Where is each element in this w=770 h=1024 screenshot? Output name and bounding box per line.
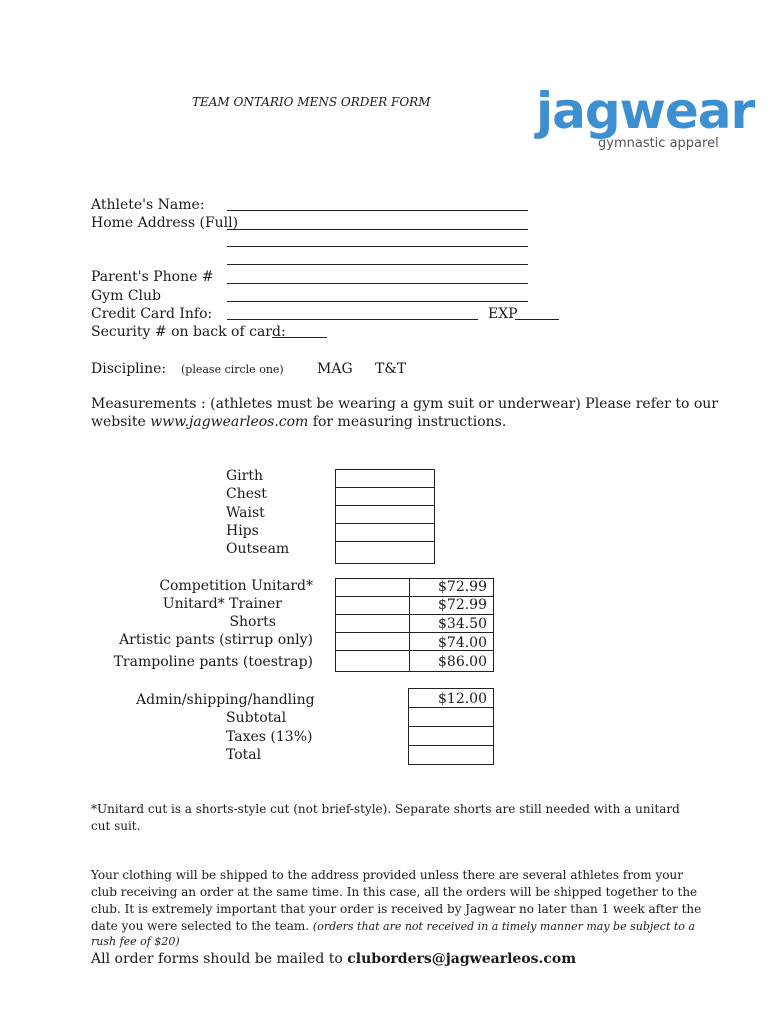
taxes-label: Taxes (13%) [226,729,313,745]
measurements-intro-prefix: website [91,414,151,430]
product-qty-trampoline-pants[interactable] [335,650,410,672]
website-link[interactable]: www.jagwearleos.com [150,414,309,430]
measure-input-outseam[interactable] [335,541,435,564]
home-address-field-3[interactable] [227,264,528,265]
measure-label-chest: Chest [226,486,267,502]
discipline-label: Discipline: [91,361,167,377]
product-label-unitard-trainer: Unitard* Trainer [162,596,282,612]
product-price-shorts: $34.50 [438,616,487,632]
measurements-intro-suffix: for measuring instructions. [308,414,507,430]
athlete-name-label: Athlete's Name: [91,197,205,213]
mailing-note [91,950,576,968]
measure-input-girth[interactable] [335,469,435,488]
product-price-unitard-trainer: $72.99 [438,597,487,613]
product-price-artistic-pants: $74.00 [438,635,487,651]
subtotal-label: Subtotal [226,710,287,726]
product-label-artistic-pants: Artistic pants (stirrup only) [119,632,313,648]
product-qty-shorts[interactable] [335,614,410,633]
total-label: Total [226,747,262,763]
shipping-note-line2: club receiving an order at the same time. In this case, all the orders will be shipped together to the [91,885,698,899]
exp-field[interactable] [515,319,559,320]
product-label-trampoline-pants: Trampoline pants (toestrap) [113,654,313,670]
logo-word: jagwear [536,82,755,140]
product-label-competition-unitard: Competition Unitard* [159,578,313,594]
measurements-intro-line2 [91,413,506,431]
credit-card-field[interactable] [227,319,478,320]
shipping-note-line4-italic: (orders that are not received in a timely manner may be subject to a [312,920,695,933]
shipping-note-line1: Your clothing will be shipped to the address provided unless there are several athletes from your [91,868,683,882]
athlete-name-field[interactable] [227,210,528,211]
exp-label: EXP [488,306,518,322]
product-label-shorts: Shorts [229,614,276,630]
shipping-note-line4-plain: date you were selected to the team. [91,919,313,933]
product-qty-competition-unitard[interactable] [335,578,410,597]
admin-shipping-label: Admin/shipping/handling [136,692,315,708]
gym-club-field[interactable] [227,301,528,302]
security-label: Security # on back of card: [91,324,286,340]
discipline-option-mag[interactable]: MAG [317,361,353,377]
measure-label-waist: Waist [226,505,265,521]
subtotal-cell[interactable] [408,707,494,727]
parent-phone-field[interactable] [227,283,528,284]
measure-label-girth: Girth [226,468,263,484]
home-address-field-2[interactable] [227,246,528,247]
footnote-line2: cut suit. [91,819,141,833]
shipping-note-line4 [91,918,695,934]
gym-club-label: Gym Club [91,288,161,304]
form-title: TEAM ONTARIO MENS ORDER FORM [192,95,431,109]
home-address-field-1[interactable] [227,229,528,230]
footnote-line1: *Unitard cut is a shorts-style cut (not brief-style). Separate shorts are still needed with a unitard [91,802,680,816]
product-price-competition-unitard: $72.99 [438,579,487,595]
discipline-hint: (please circle one) [181,363,284,376]
parent-phone-label: Parent's Phone # [91,269,214,285]
jagwear-logo [536,84,754,152]
measure-label-hips: Hips [226,523,259,539]
mailing-email[interactable]: cluborders@jagwearleos.com [347,951,577,967]
logo-tagline: gymnastic apparel [598,136,719,151]
measure-input-waist[interactable] [335,505,435,524]
measure-input-hips[interactable] [335,523,435,542]
credit-card-label: Credit Card Info: [91,306,213,322]
discipline-option-tt[interactable]: T&T [375,361,407,377]
mailing-prefix: All order forms should be mailed to [91,951,348,967]
security-field[interactable] [272,337,327,338]
taxes-cell[interactable] [408,726,494,746]
measurements-intro-line1: Measurements : (athletes must be wearing a gym suit or underwear) Please refer to our [91,396,718,412]
measure-label-outseam: Outseam [226,541,290,557]
admin-shipping-price: $12.00 [438,691,487,707]
shipping-note-line3: club. It is extremely important that your order is received by Jagwear no later than 1 week after the [91,902,702,916]
product-price-trampoline-pants: $86.00 [438,654,487,670]
product-qty-artistic-pants[interactable] [335,632,410,651]
shipping-note-line5: rush fee of $20) [91,935,180,948]
product-qty-unitard-trainer[interactable] [335,596,410,615]
total-cell[interactable] [408,745,494,765]
home-address-label: Home Address (Full) [91,215,239,231]
measure-input-chest[interactable] [335,487,435,506]
